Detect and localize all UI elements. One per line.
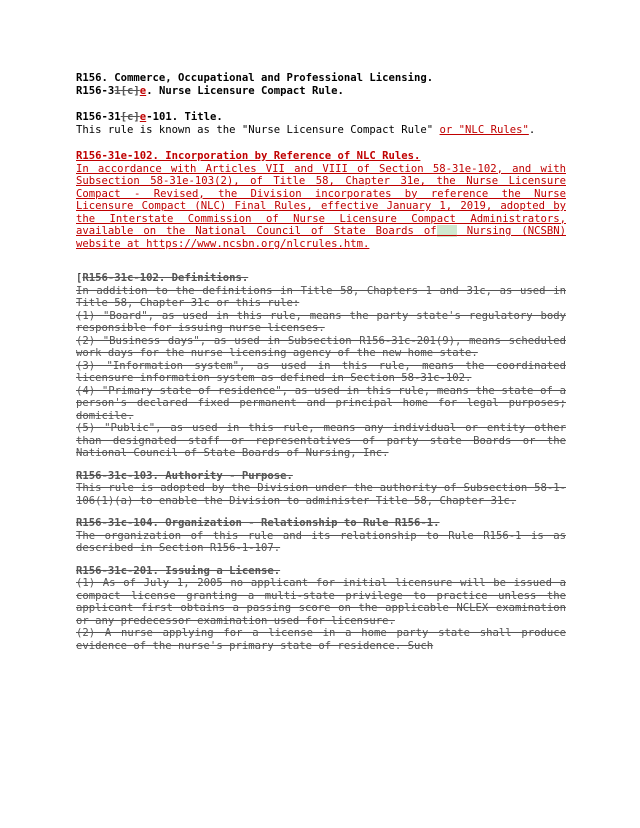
rule-header <box>76 72 566 97</box>
definition-item: (1) "Board", as used in this rule, means the party state's regulatory body responsible for issuing nurse licenses. <box>76 309 566 334</box>
title-body: This rule is known as the "Nurse Licensure Compact Rule" <box>76 123 440 136</box>
definitions-heading: R156-31c-102. Definitions. <box>82 272 249 284</box>
organization-heading: R156-31c-104. Organization - Relationship to Rule R156-1. <box>76 517 440 529</box>
issuing-section <box>76 565 566 653</box>
inserted-text: or "NLC Rules" <box>439 123 529 136</box>
title-period: . <box>528 123 536 136</box>
document-page <box>76 72 566 652</box>
rule-header-line2 <box>76 85 566 98</box>
definitions-intro: In addition to the definitions in Title 58, Chapters 1 and 31c, as used in Title 58, Chapter 31c or this rule: <box>76 284 566 309</box>
definition-item: (2) "Business days", as used in Subsection R156-31c-201(9), means scheduled work days for the nurse licensing agency of the new home state. <box>76 334 566 359</box>
definitions-heading-line <box>76 272 566 285</box>
rule-header-suffix: . Nurse Licensure Compact Rule. <box>146 84 344 97</box>
definition-item: (4) "Primary state of residence", as used in this rule, means the state of a person's declared fixed permanent and principal home for legal purposes; domicile. <box>76 384 566 422</box>
authority-heading: R156-31c-103. Authority - Purpose. <box>76 469 293 482</box>
authority-section <box>76 470 566 508</box>
inserted-text: e <box>139 111 147 123</box>
definition-item: (3) "Information system", as used in this rule, means the coordinated licensure information system as defined in Section 58-31c-102. <box>76 359 566 384</box>
title-heading <box>76 111 566 124</box>
rule-header-line1: R156. Commerce, Occupational and Professional Licensing. <box>76 72 434 84</box>
rule-header-prefix: R156-3 <box>76 84 115 97</box>
incorporation-body: In accordance with Articles VII and VIII of Section 58-31e-102, and with Subsection 58-31e-103(2), of Title 58, Chapter 31e, the Nurse Licensure Compact - Revised, the Division incorporates by reference the Nurse Licensure Compact (NLC) Final Rules, effective January 1, 2019, adopted by the Interstate Commission of Nurse Licensure Compact Administrators, available on the National Council of State Boards of <box>76 162 566 237</box>
issuing-heading: R156-31c-201. Issuing a License. <box>76 564 281 577</box>
authority-text: This rule is adopted by the Division under the authority of Subsection 58-1-106(1)(a) to enable the Division to administer Title 58, Chapter 31c. <box>76 482 566 507</box>
incorporation-heading: R156-31e-102. Incorporation by Reference of NLC Rules. <box>76 150 421 162</box>
organization-section <box>76 517 566 555</box>
incorporation-text <box>76 163 566 251</box>
incorporation-body-end: Nursing (NCSBN) website at https://www.ncsbn.org/nlcrules.htm. <box>76 225 566 250</box>
definitions-section <box>76 272 566 460</box>
heading-suffix: -101. Title. <box>146 111 223 123</box>
organization-text: The organization of this rule and its relationship to Rule R156-1 is as described in Section R156-1-107. <box>76 529 566 554</box>
title-section <box>76 111 566 136</box>
issuing-item: (1) As of July 1, 2005 no applicant for initial licensure will be issued a compact license granting a multi-state privilege to practice unless the applicant first obtains a passing score on the applicable NCLEX examination or any predecessor examination used for licensure. <box>76 577 566 627</box>
issuing-item: (2) A nurse applying for a license in a home party state shall produce evidence of the nurse's primary state of residence. Such <box>76 627 566 652</box>
deleted-text: [c] <box>120 111 140 123</box>
title-text <box>76 124 566 137</box>
deleted-text: 1[c] <box>114 84 140 97</box>
heading-prefix: R156-31 <box>76 111 121 123</box>
inserted-text: e <box>139 84 147 97</box>
bracket: [ <box>76 272 83 284</box>
definition-item: (5) "Public", as used in this rule, means any individual or entity other than designated staff or representatives of party state Boards or the National Council of State Boards of Nursing, Inc. <box>76 422 566 459</box>
incorporation-section <box>76 150 566 250</box>
